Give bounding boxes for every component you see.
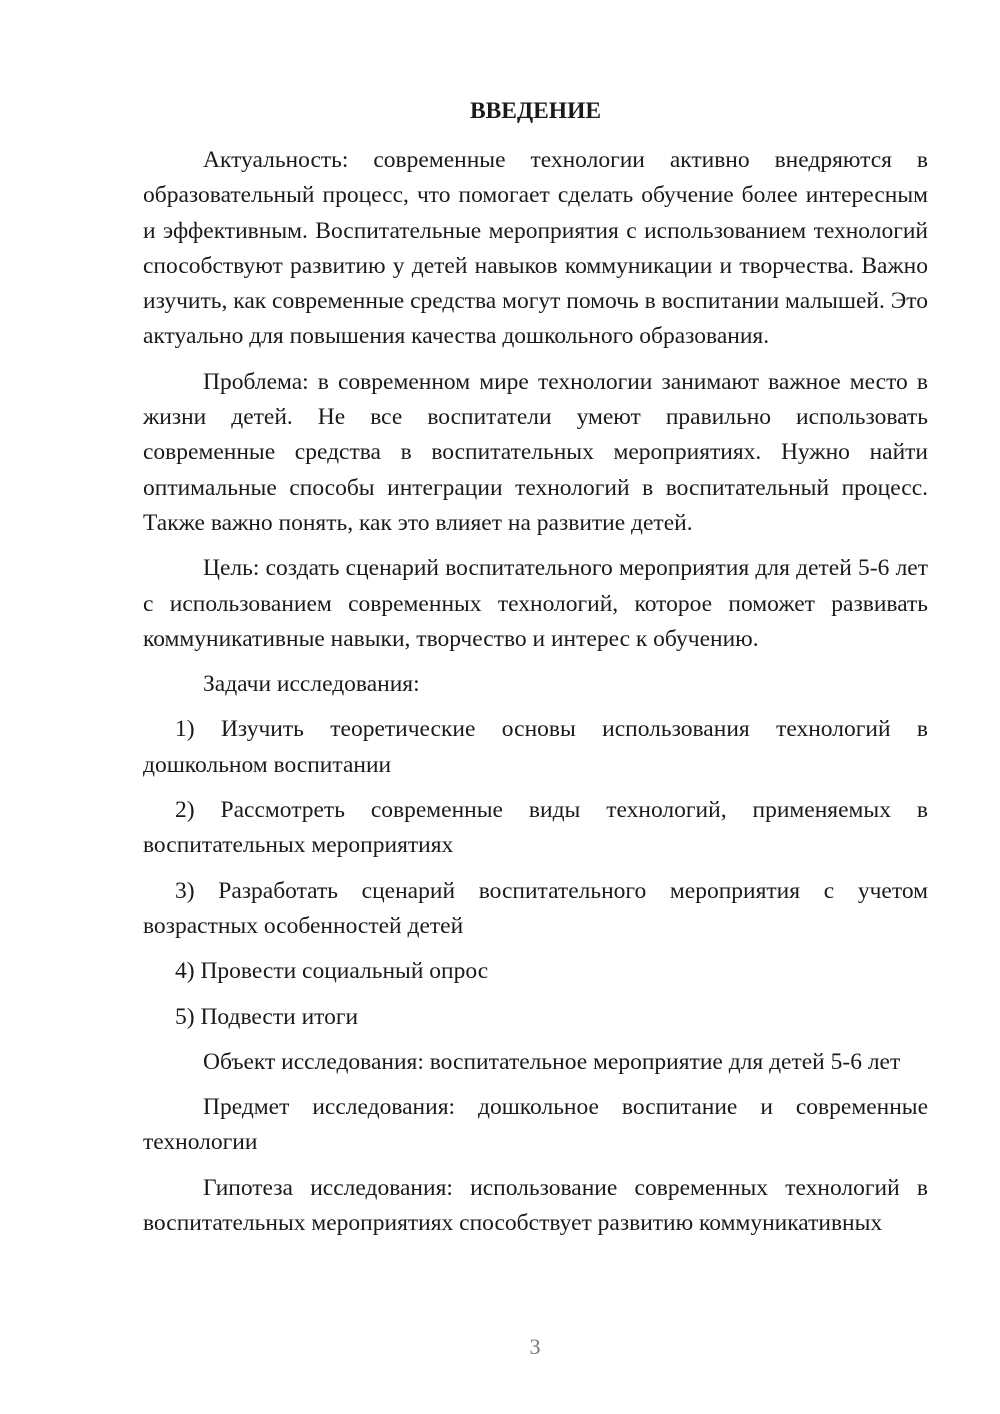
task-item-4: 4) Провести социальный опрос (175, 958, 489, 985)
paragraph-relevance: Актуальность: современные технологии активно внедряются в образовательный процесс, что помогает сделать обучение более интересным и эффективным. Воспитательные мероприятия с использованием технологий способствуют развитию у детей навыков коммуникации и творчества. Важно изучить, как современные средства могут помочь в воспитании малышей. Это актуально для повышения качества дошкольного образования. (143, 147, 928, 350)
task-item-2: 2) Рассмотреть современные виды технологий, применяемых в воспитательных мероприятиях (143, 797, 928, 859)
page-number: 3 (529, 1334, 541, 1359)
tasks-heading: Задачи исследования: (203, 671, 420, 698)
paragraph-goal: Цель: создать сценарий воспитательного мероприятия для детей 5-6 лет с использованием современных технологий, которое поможет развивать коммуникативные навыки, творчество и интерес к обучению. (143, 555, 928, 652)
task-item-3: 3) Разработать сценарий воспитательного мероприятия с учетом возрастных особенностей детей (143, 877, 928, 939)
section-heading: ВВЕДЕНИЕ (469, 98, 602, 124)
paragraph-subject: Предмет исследования: дошкольное воспитание и современные технологии (143, 1094, 928, 1156)
task-item-5: 5) Подвести итоги (175, 1003, 359, 1030)
paragraph-hypothesis: Гипотеза исследования: использование современных технологий в воспитательных мероприятиях способствует развитию коммуникативных (143, 1174, 928, 1237)
task-item-1: 1) Изучить теоретические основы использования технологий в дошкольном воспитании (143, 716, 928, 778)
paragraph-object: Объект исследования: воспитательное мероприятие для детей 5-6 лет (203, 1048, 901, 1075)
page-content (143, 94, 928, 1241)
paragraph-problem: Проблема: в современном мире технологии занимают важное место в жизни детей. Не все воспитатели умеют правильно использовать современные средства в воспитательных мероприятиях. Нужно найти оптимальные способы интеграции технологий в воспитательный процесс. Также важно понять, как это влияет на развитие детей. (143, 368, 928, 536)
